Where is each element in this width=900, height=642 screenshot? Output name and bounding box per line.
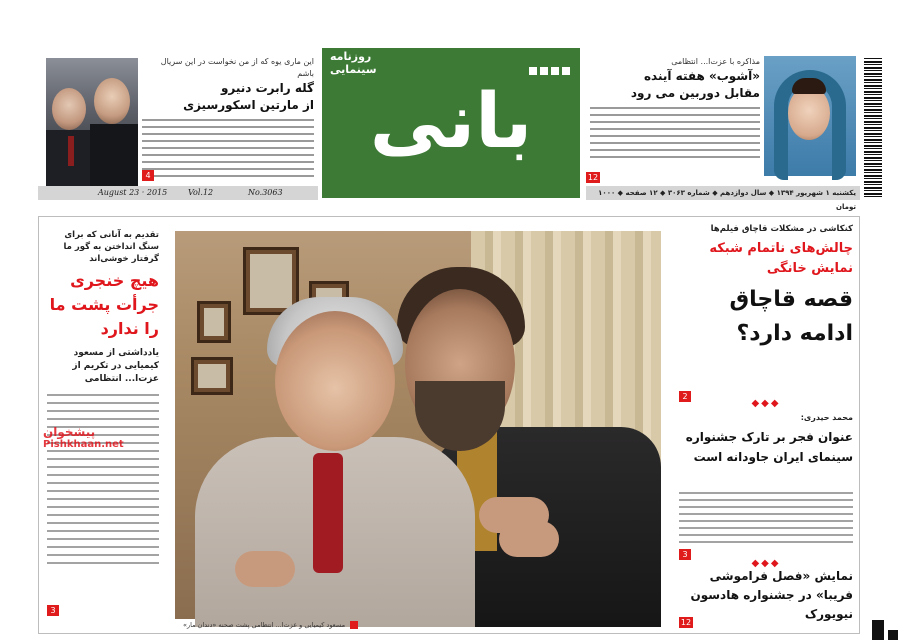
header-right-headline-1: «آشوب» هفته آینده [643,69,760,83]
right-story-headline-main: قصه قاچاق ادامه دارد؟ [729,287,853,346]
header-left-headline-2: از مارتین اسکورسیزی [183,98,314,112]
header-right-photo [764,56,856,176]
newspaper-header [38,48,860,210]
header-right-kicker: مذاکره با عزت‌ا... انتظامی [671,57,760,66]
right-story-headline-red: چالش‌های ناتمام شبکه نمایش خانگی [709,241,853,276]
third-story-page-badge: 12 [680,618,692,627]
issue-info-bar [38,186,318,200]
header-right-story[interactable] [586,50,860,211]
photo-caption [175,619,661,631]
front-page-body [38,216,860,634]
second-story-body-text [679,487,853,548]
issue-volume: Vol.12 [188,188,214,197]
header-left-text [142,56,314,182]
caption-marker-icon [350,621,358,629]
left-story-kicker: تقدیم به آنانی که برای سنگ انداختن به گور ما گرفتار خوشی‌اند [63,230,159,264]
left-story-page-badge: 3 [47,605,59,616]
registration-mark-icon-2 [888,630,898,640]
separator-dots-icon-2: ◆◆◆ [751,558,781,569]
watermark-text-en: Pishkhaan.net [43,439,124,450]
main-photo[interactable] [175,231,661,619]
second-story-page-badge: 3 [679,549,691,560]
header-right-text [590,56,760,163]
third-story-headline: نمایش «فصل فراموشی فریبا» در جشنواره هادسون نیویورک [690,569,853,621]
header-left-body-text [142,119,314,177]
right-story-kicker: کنکاشی در مشکلات قاچاق فیلم‌ها [710,224,853,234]
left-story-body-text [47,394,159,564]
header-left-story[interactable] [38,50,318,198]
barcode-icon [864,58,882,198]
second-story-author: محمد حیدری: [800,413,853,422]
right-column-stories[interactable] [679,223,853,631]
masthead-subtitle: روزنامه سینمایی [330,50,377,76]
header-left-kicker: این ماری یوه که از من نخواست در این سریال باشم [160,57,314,78]
header-left-photo [46,58,138,186]
header-left-headline-1: گله رابرت دنیرو [220,81,314,95]
left-column-story[interactable] [43,229,159,619]
registration-mark-icon [872,620,884,640]
header-left-page-badge: 4 [142,170,154,181]
second-story-headline: عنوان فجر بر تارک جشنواره سینمای ایران جاودانه است [685,430,853,464]
right-story-1-page-badge: 2 [679,391,691,402]
issue-date: August 23 · 2015 [98,188,168,197]
watermark [43,425,143,450]
separator-dots-icon: ◆◆◆ [751,398,781,409]
left-story-subhead: یادداشتی از مسعود کیمیایی در تکریم از عزت‌ا... انتظامی [72,348,159,384]
header-right-body-text [590,107,760,158]
issue-number: No.3063 [248,188,283,197]
photo-caption-text: مسعود کیمیایی و عزت‌ا... انتظامی پشت صحنه «دندان مار» [183,621,346,629]
issue-date-price-bar: یکشنبه ۱ شهریور ۱۳۹۴ ◆ سال دوازدهم ◆ شماره ۳۰۶۳ ◆ ۱۲ صفحه ◆ ۱۰۰۰ تومان [586,186,860,200]
header-right-page-badge: 12 [587,173,599,182]
header-right-headline-2: مقابل دوربین می رود [630,86,760,100]
watermark-text-fa: پیشخوان [43,425,96,439]
masthead-title: بانی [369,76,533,165]
left-story-headline: هیچ خنجری جرأت پشت ما را ندارد [49,271,159,338]
masthead-logo [322,48,580,198]
